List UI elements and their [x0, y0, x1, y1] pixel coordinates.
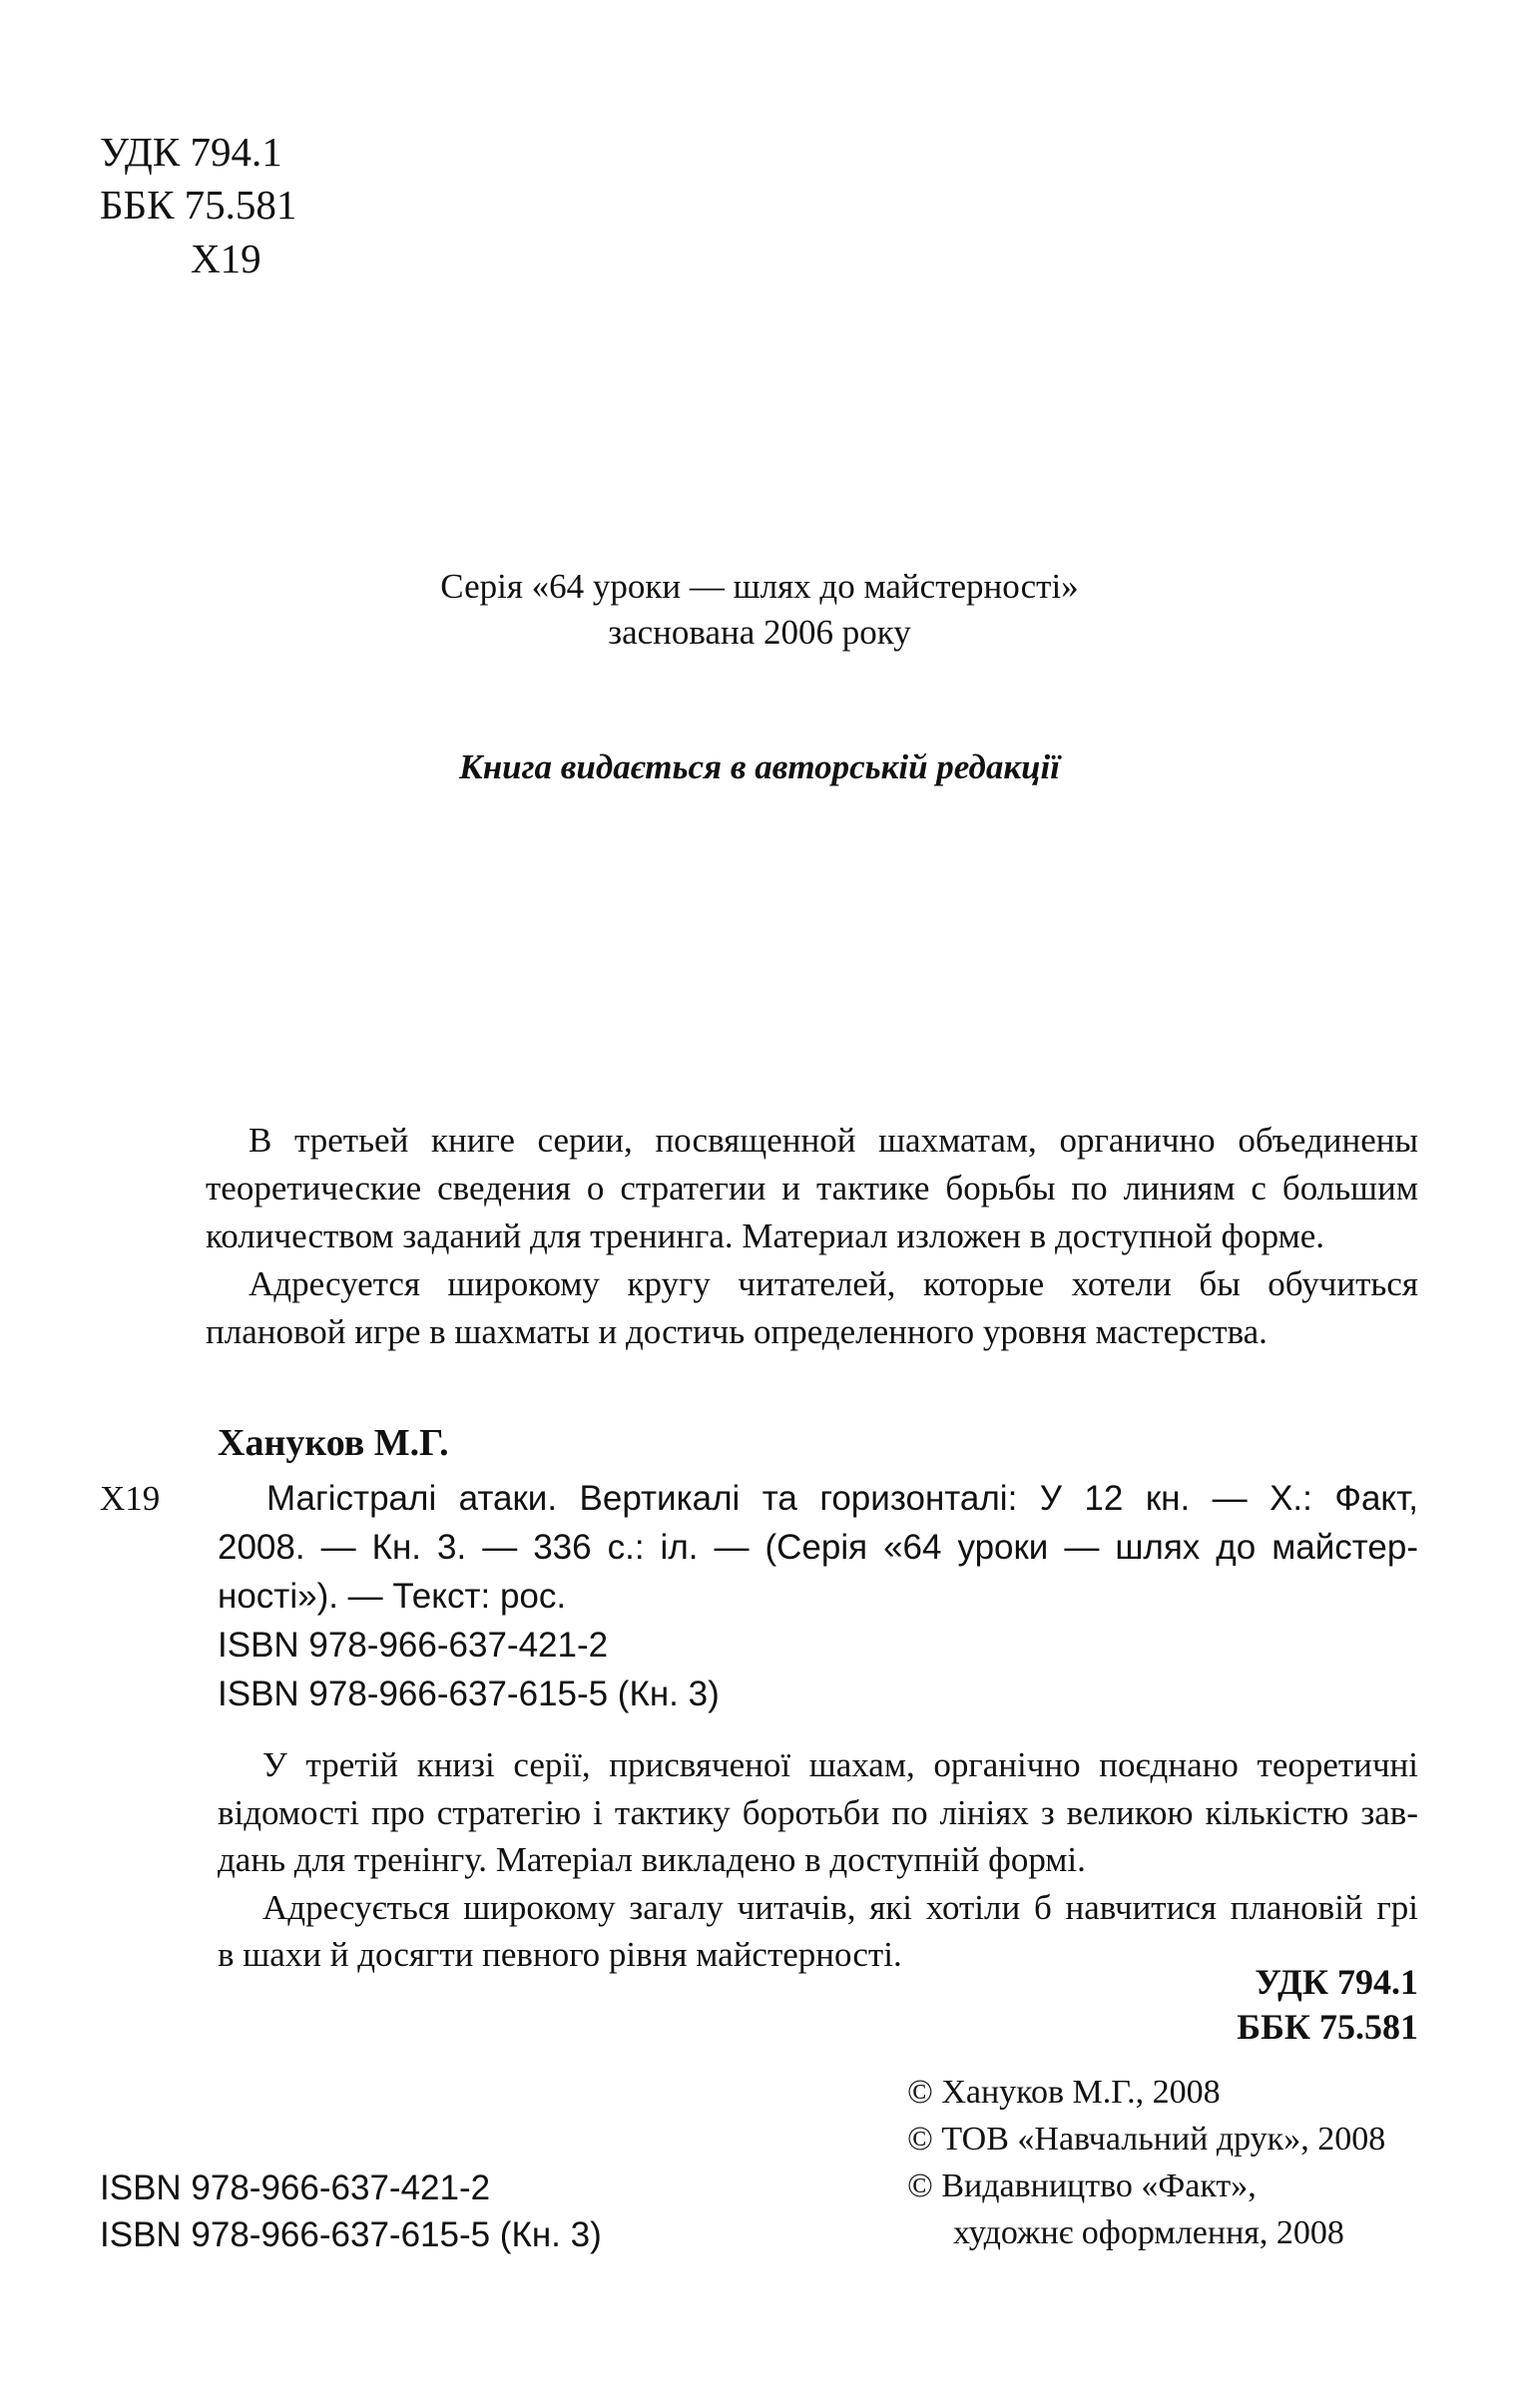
annotation-uk-line: дань для тренінгу. Матеріал викладено в доступній формі.: [218, 1840, 1086, 1879]
copyright-line: © ТОВ «Навчальний друк», 2008: [907, 2121, 1386, 2158]
copyright-line: © Хануков М.Г., 2008: [907, 2074, 1221, 2111]
card-isbn: ISBN 978-966-637-421-2: [218, 1626, 609, 1665]
annotation-ru-line: количеством заданий для тренинга. Материал изложен в доступной форме.: [206, 1216, 1325, 1255]
annotation-ru-line: теоретические сведения о стратегии и тактике борьбы по линиям с большим: [206, 1169, 1418, 1207]
card-udk-code: УДК 794.1: [1255, 1962, 1418, 2002]
annotation-uk-line: Адресується широкому загалу читачів, які хотіли б навчитися плановій грі: [262, 1888, 1418, 1927]
card-author-mark: Х19: [100, 1479, 161, 1518]
card-line: ності»). — Текст: рос.: [218, 1577, 567, 1616]
card-bbk-code: ББК 75.581: [1237, 2007, 1418, 2047]
annotation-ru-line: В третьей книге серии, посвященной шахматам, органично объединены: [249, 1121, 1418, 1160]
annotation-ru-line: плановой игре в шахматы и достичь определенного уровня мастерства.: [206, 1312, 1268, 1351]
edition-note: Книга видається в авторській редакції: [458, 747, 1060, 786]
series-founded: заснована 2006 року: [608, 613, 911, 652]
copyright-line: © Видавництво «Факт»,: [907, 2167, 1257, 2204]
card-isbn: ISBN 978-966-637-615-5 (Кн. 3): [218, 1675, 720, 1713]
annotation-ru-line: Адресуется широкому кругу читателей, которые хотели бы обучиться: [249, 1264, 1418, 1303]
series-title: Серія «64 уроки — шлях до майстерності»: [440, 567, 1079, 606]
isbn-volume: ISBN 978-966-637-615-5 (Кн. 3): [100, 2215, 602, 2254]
annotation-uk-line: відомості про стратегію і тактику боротьби по лініях з великою кількістю зав-: [218, 1793, 1418, 1832]
annotation-uk-line: в шахи й досягти певного рівня майстерності.: [218, 1935, 902, 1974]
card-line: Магістралі атаки. Вертикалі та горизонталі: У 12 кн. — Х.: Факт,: [266, 1479, 1418, 1518]
copyright-line: художнє оформлення, 2008: [953, 2214, 1344, 2251]
card-author: Хануков М.Г.: [218, 1422, 449, 1464]
annotation-uk-line: У третій книзі серії, присвяченої шахам, органічно поєднано теоретичні: [262, 1745, 1418, 1784]
author-mark: Х19: [191, 236, 261, 281]
isbn-series: ISBN 978-966-637-421-2: [100, 2168, 491, 2207]
bbk-code: ББК 75.581: [100, 182, 297, 228]
card-line: 2008. — Кн. 3. — 336 с.: іл. — (Серія «64 уроки — шлях до майстер-: [218, 1528, 1418, 1567]
udk-code: УДК 794.1: [100, 129, 282, 175]
